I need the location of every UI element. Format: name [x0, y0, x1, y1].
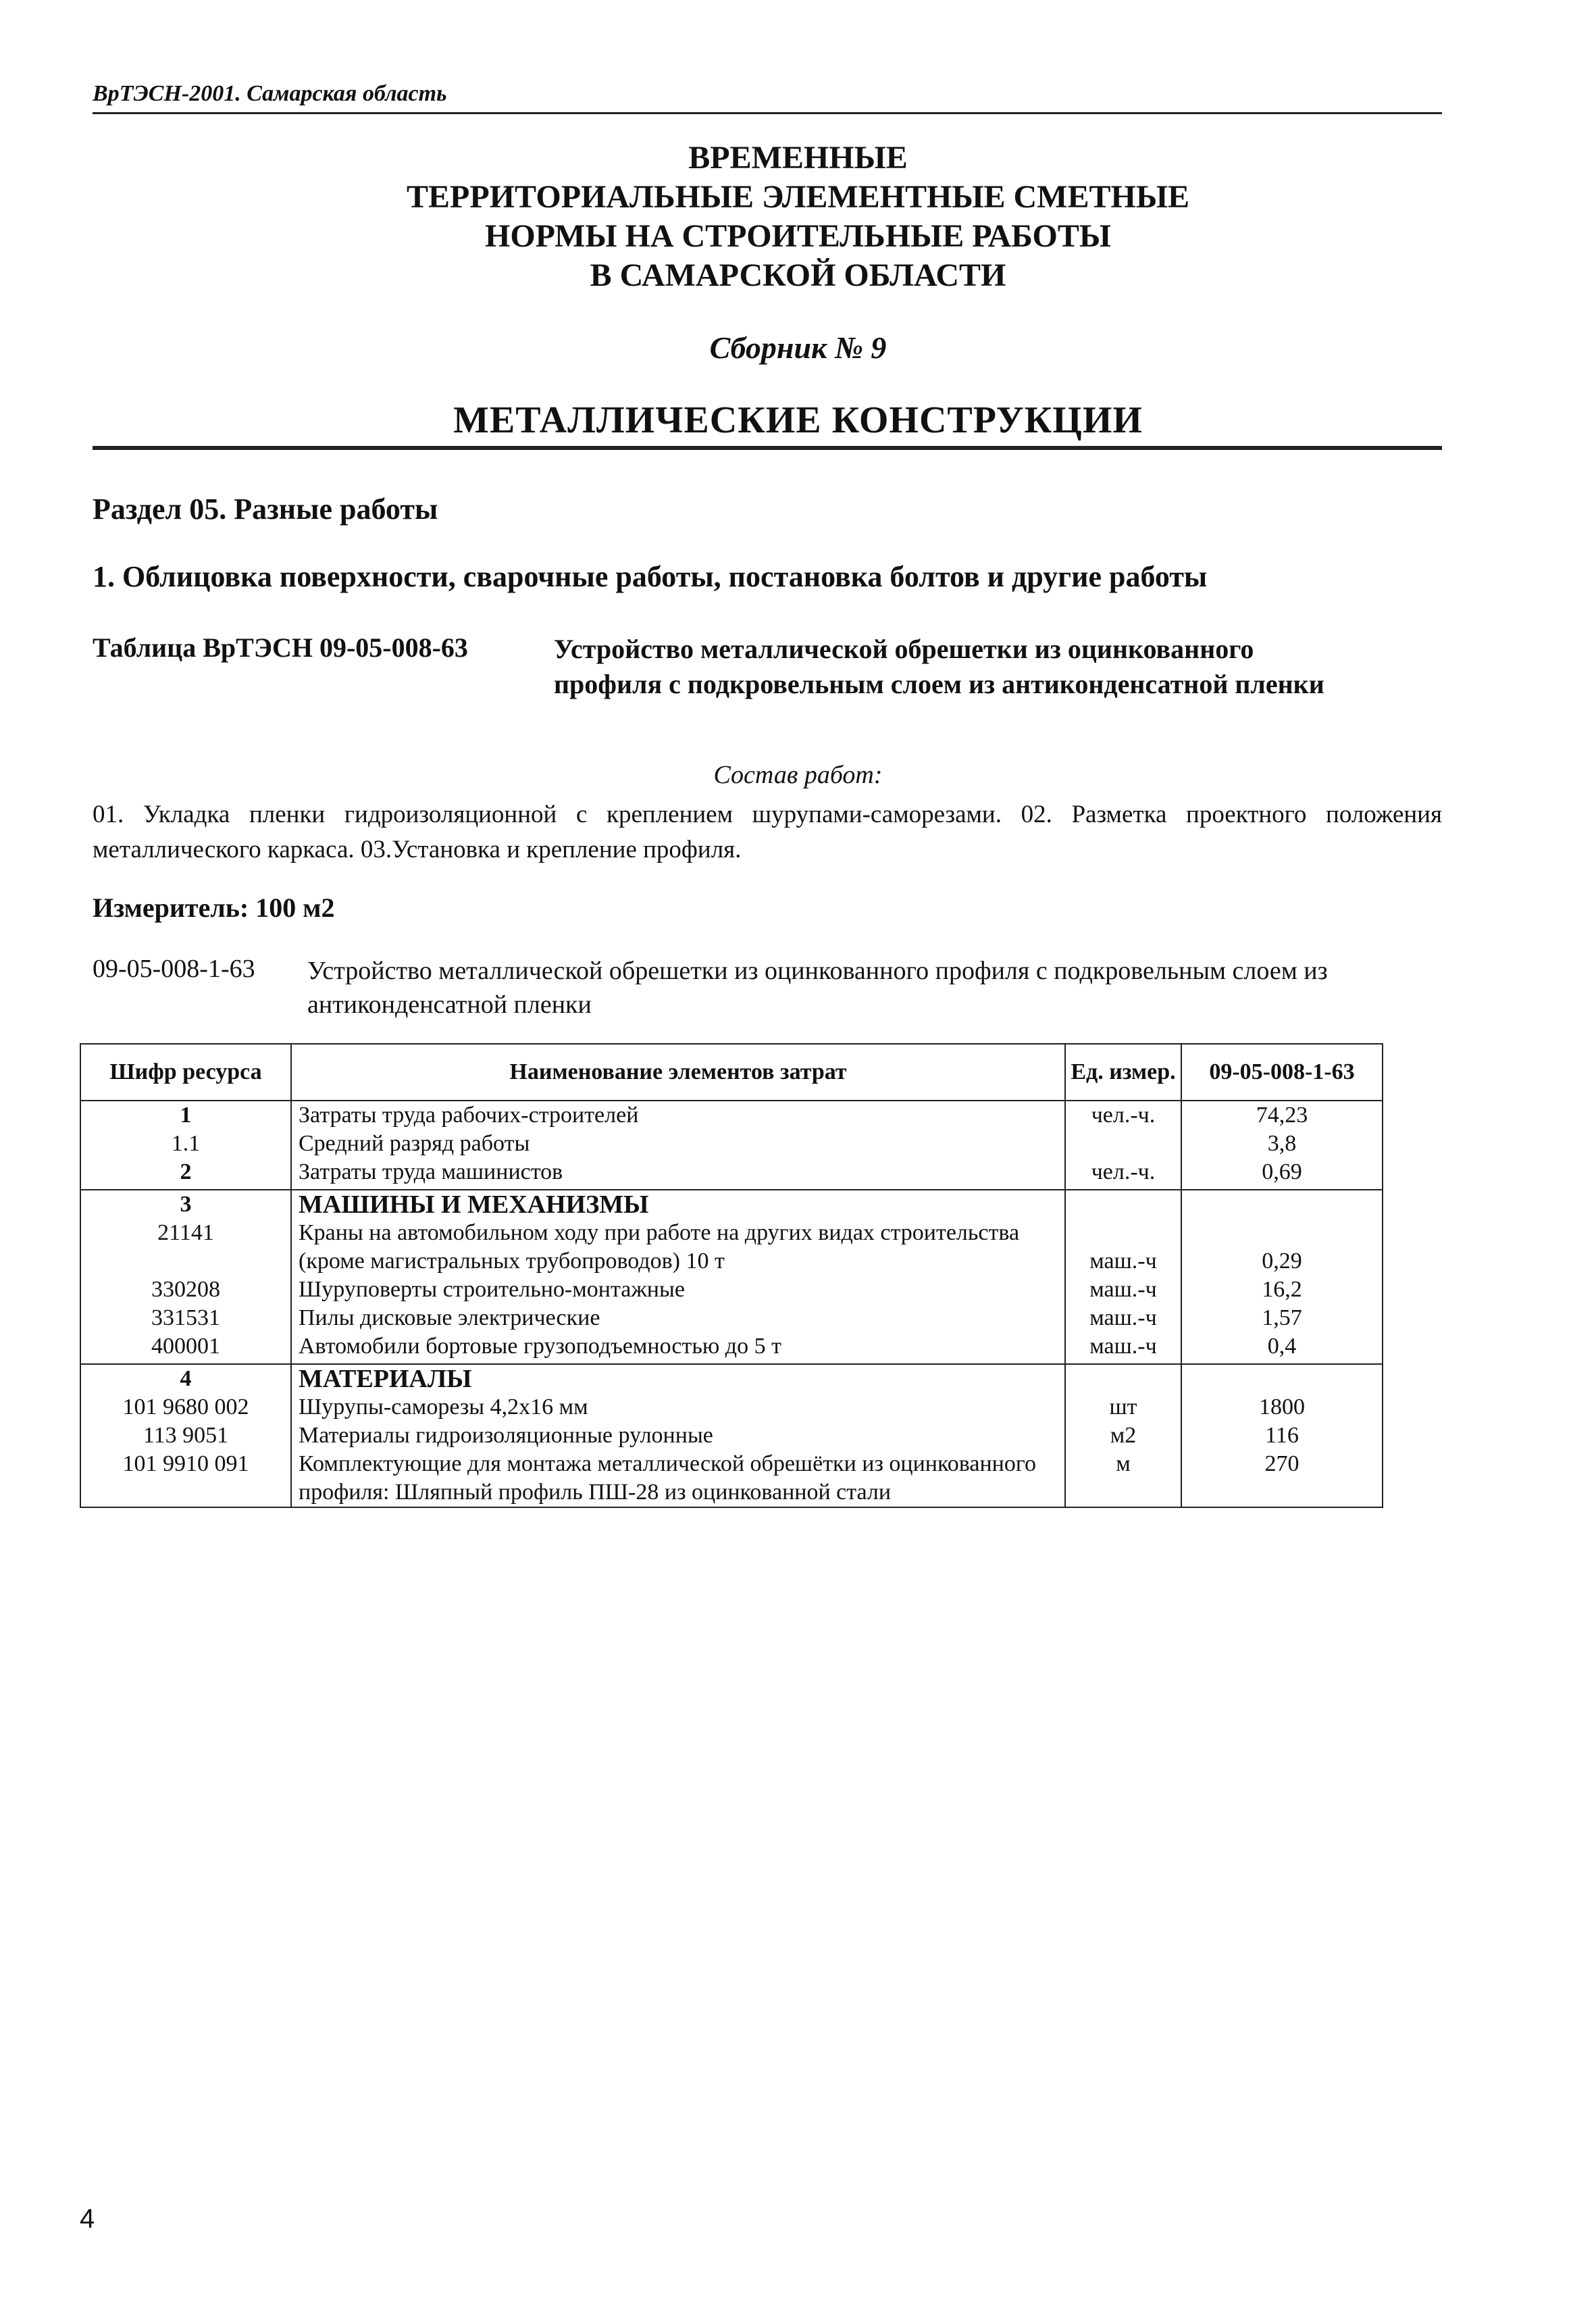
row-unit: чел.-ч.: [1065, 1158, 1181, 1190]
page-number: 4: [80, 2204, 95, 2234]
table-row: [80, 1219, 1383, 1276]
row-name: Пилы дисковые электрические: [291, 1304, 1065, 1332]
row-unit: шт: [1065, 1393, 1181, 1422]
title-line: ТЕРРИТОРИАЛЬНЫЕ ЭЛЕМЕНТНЫЕ СМЕТНЫЕ: [407, 179, 1189, 215]
row-name: МАШИНЫ И МЕХАНИЗМЫ: [291, 1190, 1065, 1219]
row-unit: м: [1065, 1450, 1181, 1507]
table-row: [80, 1332, 1383, 1364]
table-header-row: [80, 1044, 1383, 1101]
row-name: Комплектующие для монтажа металлической обрешётки из оцинкованного профиля: Шляпный профиль ПШ-28 из оцинкованной стали: [291, 1450, 1065, 1507]
table-row: [80, 1422, 1383, 1450]
row-code: 330208: [80, 1276, 291, 1304]
row-value: [1181, 1190, 1383, 1219]
razdel-heading: Раздел 05. Разные работы: [93, 493, 438, 526]
row-value: 74,23: [1181, 1101, 1383, 1130]
row-unit: [1065, 1130, 1181, 1158]
table-row: [80, 1393, 1383, 1422]
row-value: 0,69: [1181, 1158, 1383, 1190]
row-unit: [1065, 1190, 1181, 1219]
table-code: Таблица ВрТЭСН 09-05-008-63: [93, 632, 468, 663]
row-name: Материалы гидроизоляционные рулонные: [291, 1422, 1065, 1450]
table-description: Устройство металлической обрешетки из оцинкованного профиля с подкровельным слоем из антиконденсатной пленки: [554, 634, 1324, 699]
row-code: 400001: [80, 1332, 291, 1364]
row-value: 3,8: [1181, 1130, 1383, 1158]
collection-number: Сборник № 9: [709, 330, 887, 365]
table-group-header: [80, 1190, 1383, 1219]
composition-text: 01. Укладка пленки гидроизоляционной с креплением шурупами-саморезами. 02. Разметка проектного положения металлического каркаса. 03.Установка и крепление профиля.: [93, 801, 1442, 863]
row-name: МАТЕРИАЛЫ: [291, 1364, 1065, 1393]
table-group-header: [80, 1364, 1383, 1393]
row-value: 1,57: [1181, 1304, 1383, 1332]
row-code: 1.1: [80, 1130, 291, 1158]
row-unit: маш.-ч: [1065, 1219, 1181, 1276]
header-code: Шифр ресурса: [80, 1044, 291, 1101]
table-row: [80, 1304, 1383, 1332]
row-name: Автомобили бортовые грузоподъемностью до 5 т: [291, 1332, 1065, 1364]
row-value: 0,29: [1181, 1219, 1383, 1276]
row-code: 101 9680 002: [80, 1393, 291, 1422]
table-row: [80, 1276, 1383, 1304]
row-value: 0,4: [1181, 1332, 1383, 1364]
running-header: ВрТЭСН-2001. Самарская область: [93, 81, 447, 106]
row-unit: маш.-ч: [1065, 1276, 1181, 1304]
row-code: 101 9910 091: [80, 1450, 291, 1507]
row-value: 116: [1181, 1422, 1383, 1450]
subsection-heading: 1. Облицовка поверхности, сварочные работы, постановка болтов и другие работы: [93, 560, 1208, 593]
norm-code: 09-05-008-1-63: [93, 955, 255, 983]
header-rule: [93, 112, 1442, 114]
row-code: 3: [80, 1190, 291, 1219]
section-rule: [93, 446, 1442, 450]
row-name: Затраты труда рабочих-строителей: [291, 1101, 1065, 1130]
row-name: Средний разряд работы: [291, 1130, 1065, 1158]
row-unit: маш.-ч: [1065, 1332, 1181, 1364]
section-title: МЕТАЛЛИЧЕСКИЕ КОНСТРУКЦИИ: [453, 399, 1143, 441]
title-line: В САМАРСКОЙ ОБЛАСТИ: [590, 257, 1006, 293]
title-line: ВРЕМЕННЫЕ: [688, 140, 908, 176]
header-value: 09-05-008-1-63: [1181, 1044, 1383, 1101]
header-name: Наименование элементов затрат: [291, 1044, 1065, 1101]
row-unit: [1065, 1364, 1181, 1393]
row-name: Шуруповерты строительно-монтажные: [291, 1276, 1065, 1304]
row-code: 4: [80, 1364, 291, 1393]
unit-label: Измеритель: 100 м2: [93, 892, 335, 923]
row-unit: маш.-ч: [1065, 1304, 1181, 1332]
row-name: Шурупы-саморезы 4,2х16 мм: [291, 1393, 1065, 1422]
table-row: [80, 1101, 1383, 1130]
norm-description: Устройство металлической обрешетки из оцинкованного профиля с подкровельным слоем из антиконденсатной пленки: [307, 957, 1328, 1019]
table-row: [80, 1130, 1383, 1158]
row-value: 1800: [1181, 1393, 1383, 1422]
header-unit: Ед. измер.: [1065, 1044, 1181, 1101]
row-code: 2: [80, 1158, 291, 1190]
row-name: Затраты труда машинистов: [291, 1158, 1065, 1190]
title-line: НОРМЫ НА СТРОИТЕЛЬНЫЕ РАБОТЫ: [484, 218, 1112, 254]
row-unit: чел.-ч.: [1065, 1101, 1181, 1130]
row-name: Краны на автомобильном ходу при работе на других видах строительства (кроме магистральных трубопроводов) 10 т: [291, 1219, 1065, 1276]
row-code: 113 9051: [80, 1422, 291, 1450]
table-row: [80, 1158, 1383, 1190]
row-value: 16,2: [1181, 1276, 1383, 1304]
row-unit: м2: [1065, 1422, 1181, 1450]
composition-title: Состав работ:: [713, 761, 883, 789]
row-code: 1: [80, 1101, 291, 1130]
row-value: 270: [1181, 1450, 1383, 1507]
row-value: [1181, 1364, 1383, 1393]
row-code: 21141: [80, 1219, 291, 1276]
row-code: 331531: [80, 1304, 291, 1332]
document-title: [0, 139, 1596, 295]
cost-table: [80, 1043, 1383, 1508]
table-row: [80, 1450, 1383, 1507]
